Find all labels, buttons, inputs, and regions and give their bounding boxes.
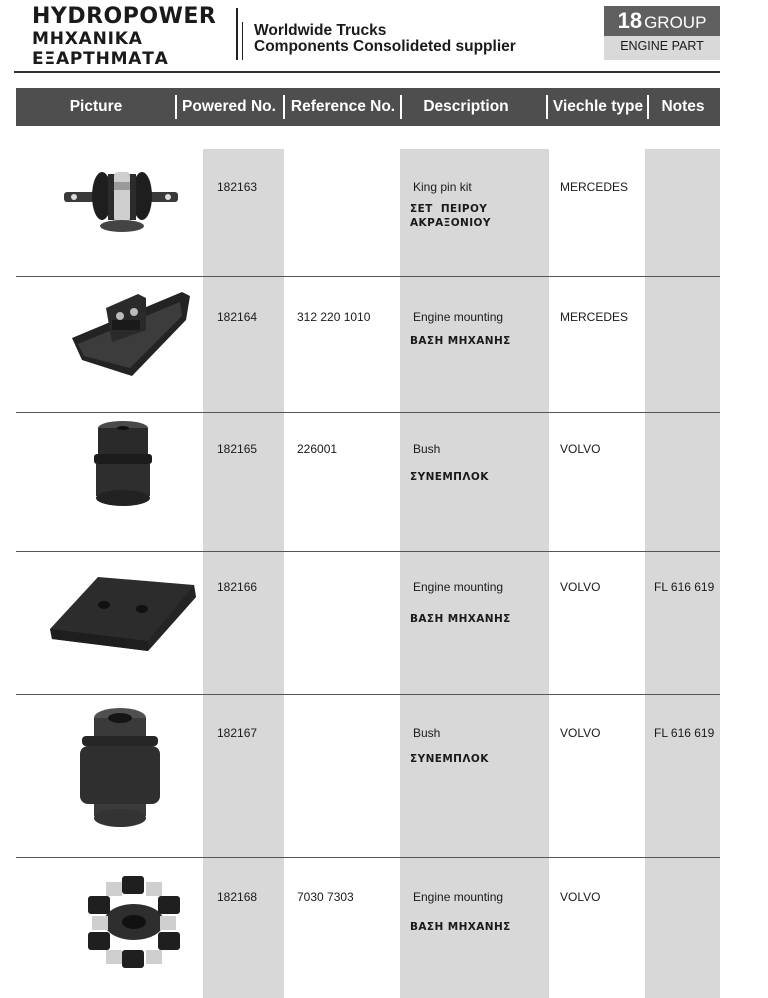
notes: FL 616 619 <box>654 580 715 594</box>
description: Bush <box>413 726 441 740</box>
reference-no: 226001 <box>297 442 338 456</box>
powered-no: 182167 <box>217 726 258 740</box>
description: Engine mounting <box>413 580 504 594</box>
description-greek: ΒΑΣΗ ΜΗΧΑΝΗΣ <box>410 335 511 347</box>
row-divider <box>16 694 720 695</box>
description-greek: ΣΕΤ ΠΕΙΡΟΥ ΑΚΡΑΞΟΝΙΟΥ <box>410 203 491 229</box>
reference-no: 7030 7303 <box>297 890 354 904</box>
description-greek: ΣΥΝΕΜΠΛΟΚ <box>410 753 489 765</box>
col-header-picture: Picture <box>69 98 123 115</box>
description-greek: ΒΑΣΗ ΜΗΧΑΝΗΣ <box>410 613 511 625</box>
col-header-description: Description <box>423 98 509 115</box>
group-title <box>604 6 720 36</box>
column-header-bar <box>16 88 720 126</box>
bush-image <box>78 704 162 835</box>
description-greek: ΣΥΝΕΜΠΛΟΚ <box>410 471 489 483</box>
col-header-vehicle-type: Viechle type <box>552 98 644 115</box>
col-header-reference-no: Reference No. <box>290 98 396 115</box>
row-divider <box>16 551 720 552</box>
vehicle-type: MERCEDES <box>560 310 629 324</box>
powered-no: 182164 <box>217 310 258 324</box>
vehicle-type: VOLVO <box>560 890 601 904</box>
notes: FL 616 619 <box>654 726 715 740</box>
description-greek: ΒΑΣΗ ΜΗΧΑΝΗΣ <box>410 921 511 933</box>
king-pin-kit-image <box>62 160 180 245</box>
row-divider <box>16 276 720 277</box>
header-rule <box>14 71 720 73</box>
powered-no: 182163 <box>217 180 258 194</box>
vehicle-type: VOLVO <box>560 580 601 594</box>
vehicle-type: MERCEDES <box>560 180 629 194</box>
col-separator <box>400 95 402 119</box>
header-divider-thin <box>242 22 243 60</box>
description: Engine mounting <box>413 310 504 324</box>
row-divider <box>16 412 720 413</box>
powered-no: 182165 <box>217 442 258 456</box>
col-separator <box>283 95 285 119</box>
tagline-line-1: Worldwide Trucks <box>254 22 387 39</box>
brand-line-1: HYDROPOWER <box>32 4 217 29</box>
vehicle-type: VOLVO <box>560 726 601 740</box>
vehicle-type: VOLVO <box>560 442 601 456</box>
engine-mounting-image <box>66 290 196 390</box>
brand-logo <box>32 6 232 68</box>
col-separator <box>647 95 649 119</box>
group-word: GROUP <box>644 13 707 32</box>
col-separator <box>175 95 177 119</box>
header-divider <box>236 8 238 60</box>
engine-mounting-pad-image <box>48 573 198 660</box>
tagline-line-2: Components Consolideted supplier <box>254 38 516 55</box>
description: King pin kit <box>413 180 472 194</box>
description: Bush <box>413 442 441 456</box>
group-badge <box>604 6 720 60</box>
group-subtitle: ENGINE PART <box>620 39 704 53</box>
reference-no: 312 220 1010 <box>297 310 371 324</box>
col-header-notes: Notes <box>661 98 705 115</box>
bush-image <box>92 420 154 513</box>
col-separator <box>546 95 548 119</box>
brand-line-2: ΜΗΧΑΝΙΚΑ <box>32 29 143 49</box>
description: Engine mounting <box>413 890 504 904</box>
col-header-powered-no: Powered No. <box>182 98 276 115</box>
group-number: 18 <box>617 8 643 33</box>
brand-line-3: ΕΞΑΡΤΗΜΑΤΑ <box>32 49 169 69</box>
flexible-coupling-image <box>86 874 182 979</box>
powered-no: 182168 <box>217 890 258 904</box>
row-divider <box>16 857 720 858</box>
tagline <box>254 23 516 55</box>
powered-no: 182166 <box>217 580 258 594</box>
